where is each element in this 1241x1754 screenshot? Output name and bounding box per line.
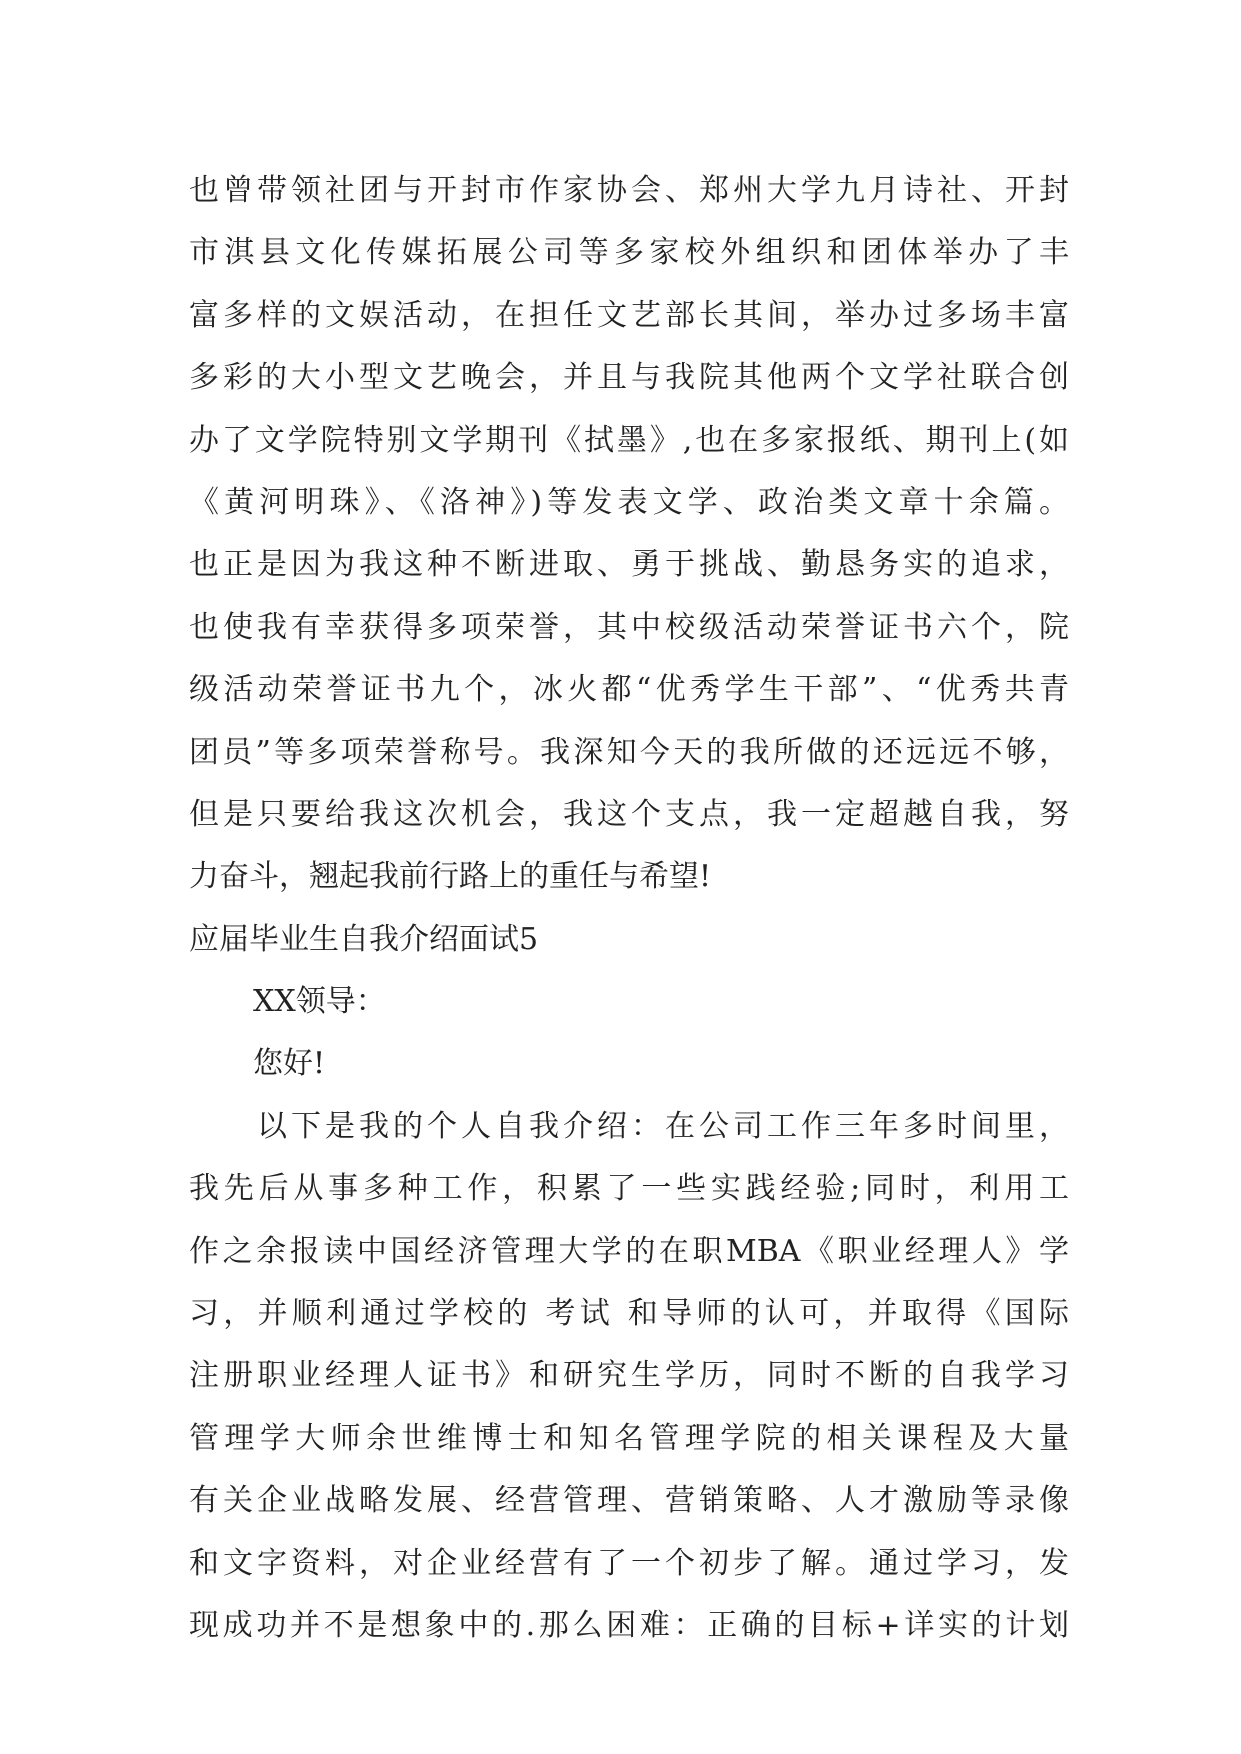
text-line: 但是只要给我这次机会，我这个支点，我一定超越自我，努 [189, 796, 1069, 832]
text-line: 以下是我的个人自我介绍：在公司工作三年多时间里， [257, 1108, 1069, 1144]
paragraph-achievements [189, 160, 1069, 909]
text-line: 多彩的大小型文艺晚会，并且与我院其他两个文学社联合创 [189, 360, 1069, 396]
text-line: 市淇县文化传媒拓展公司等多家校外组织和团体举办了丰 [189, 235, 1069, 271]
text-line: 管理学大师余世维博士和知名管理学院的相关课程及大量 [189, 1420, 1069, 1456]
text-line: 习，并顺利通过学校的 考试 和导师的认可，并取得《国际 [189, 1296, 1069, 1332]
text-line: 级活动荣誉证书九个，冰火都“优秀学生干部”、“优秀共青 [189, 672, 1069, 708]
text-line: 作之余报读中国经济管理大学的在职MBA《职业经理人》学 [189, 1233, 1069, 1269]
section-heading: 应届毕业生自我介绍面试5 [189, 921, 539, 957]
text-line: 现成功并不是想象中的.那么困难：正确的目标+详实的计划 [189, 1607, 1069, 1643]
paragraph-introduction [189, 1096, 1069, 1658]
text-line: 力奋斗，翘起我前行路上的重任与希望! [189, 859, 712, 895]
document-body [189, 160, 1069, 1657]
text-line: 团员”等多项荣誉称号。我深知今天的我所做的还远远不够， [189, 734, 1069, 770]
salutation: XX领导： [253, 984, 386, 1020]
text-line: 注册职业经理人证书》和研究生学历，同时不断的自我学习 [189, 1358, 1069, 1394]
text-line: 也使我有幸获得多项荣誉，其中校级活动荣誉证书六个，院 [189, 609, 1069, 645]
text-line: 我先后从事多种工作，积累了一些实践经验;同时，利用工 [189, 1171, 1069, 1207]
text-line: 富多样的文娱活动，在担任文艺部长其间，举办过多场丰富 [189, 297, 1069, 333]
greeting: 您好! [253, 1046, 326, 1082]
text-line: 也曾带领社团与开封市作家协会、郑州大学九月诗社、开封 [189, 173, 1069, 208]
text-line: 办了文学院特别文学期刊《拭墨》,也在多家报纸、期刊上(如 [189, 422, 1069, 458]
text-line: 也正是因为我这种不断进取、勇于挑战、勤恳务实的追求， [189, 547, 1069, 583]
text-line: 《黄河明珠》、《洛神》)等发表文学、政治类文章十余篇。 [189, 484, 1069, 520]
text-line: 有关企业战略发展、经营管理、营销策略、人才激励等录像 [189, 1483, 1069, 1519]
text-line: 和文字资料，对企业经营有了一个初步了解。通过学习，发 [189, 1545, 1069, 1581]
